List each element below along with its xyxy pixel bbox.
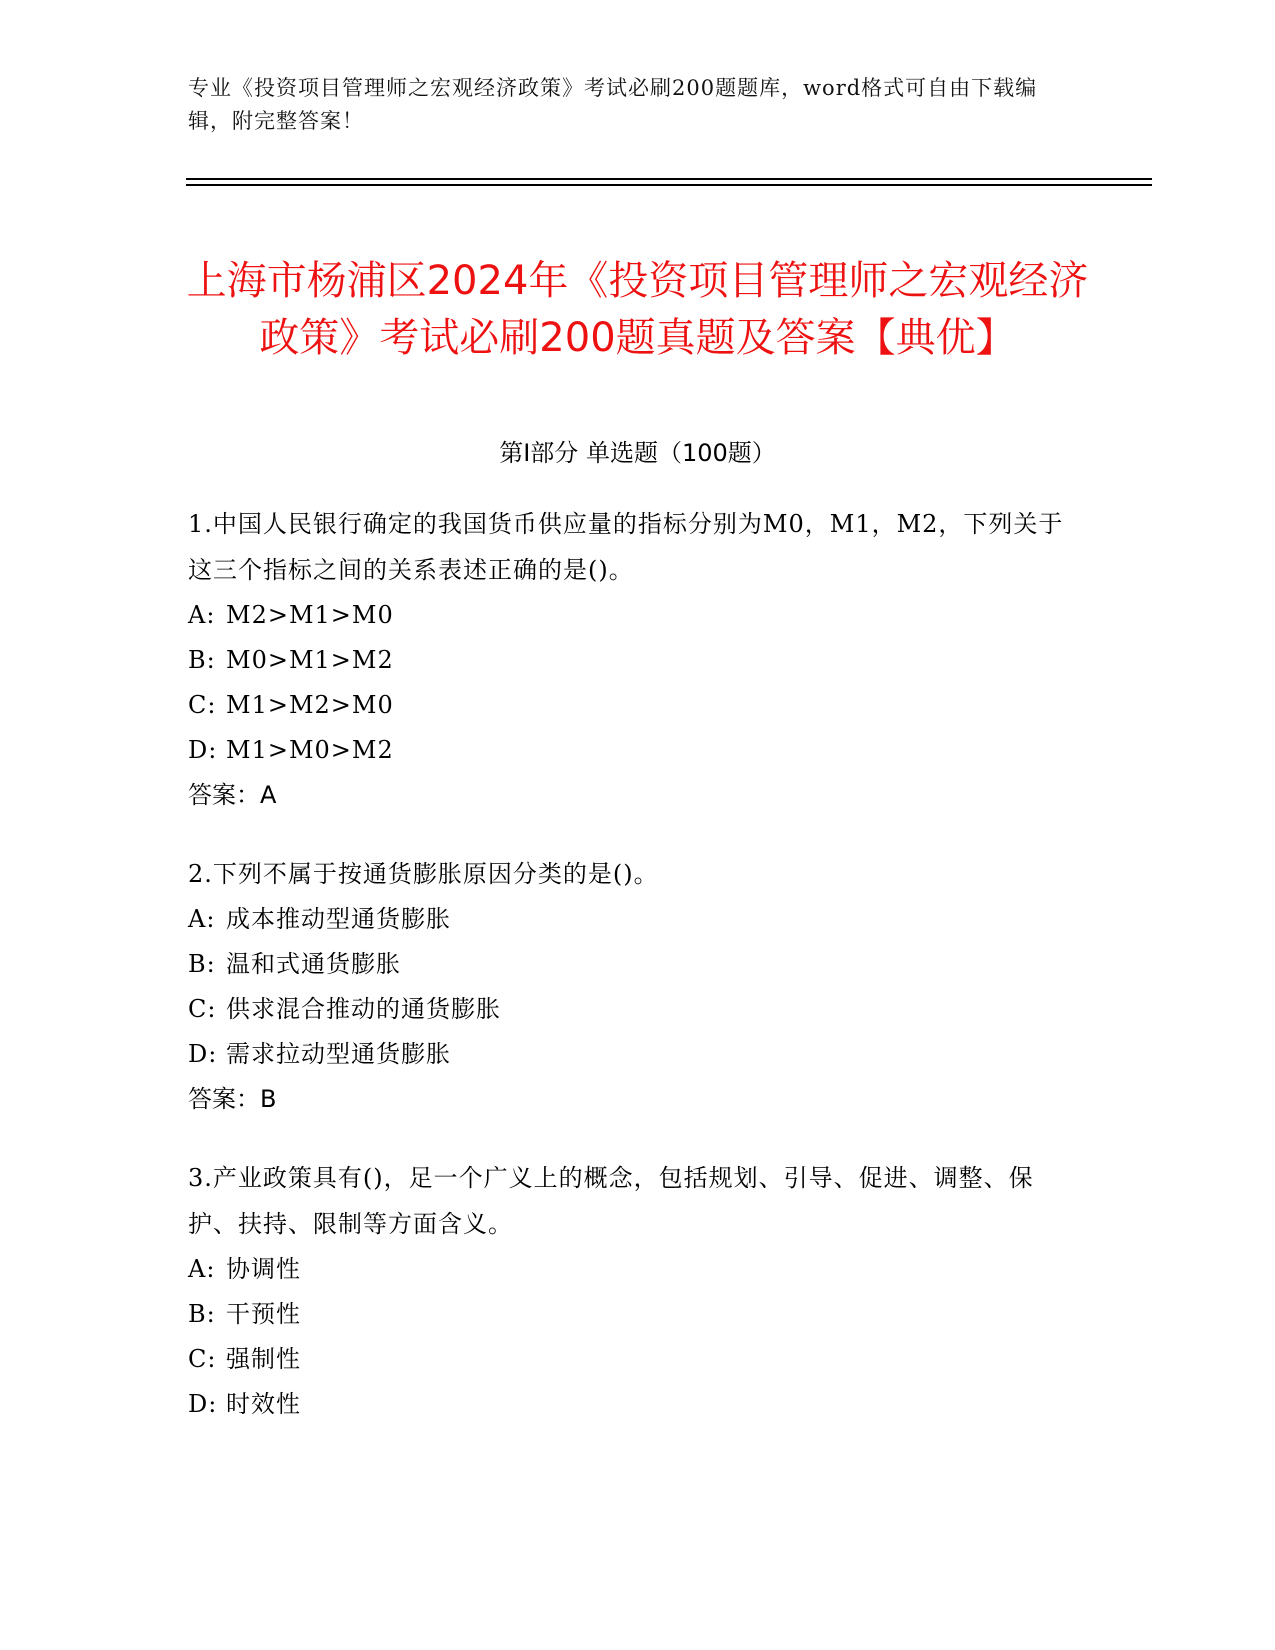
option-text: M1>M2>M0	[226, 691, 394, 719]
option-label: C:	[188, 1345, 217, 1373]
question-text: 1.中国人民银行确定的我国货币供应量的指标分别为M0，M1，M2，下列关于这三个指标之间的关系表述正确的是()。	[188, 510, 1064, 584]
question-text: 2.下列不属于按通货膨胀原因分类的是()。	[188, 860, 659, 888]
option-label: D:	[188, 1040, 218, 1068]
option-label: B:	[188, 646, 216, 674]
option-label: C:	[188, 691, 217, 719]
option-text: M0>M1>M2	[226, 646, 394, 674]
question-text: 3.产业政策具有()，足一个广义上的概念，包括规划、引导、促进、调整、保护、扶持、限制等方面含义。	[188, 1164, 1034, 1238]
question-1	[188, 501, 1068, 818]
option-text: 协调性	[226, 1255, 301, 1283]
option-text: 供求混合推动的通货膨胀	[226, 995, 501, 1023]
option-text: 需求拉动型通货膨胀	[226, 1040, 451, 1068]
option-c	[188, 1337, 1068, 1382]
option-b	[188, 638, 1068, 683]
option-a	[188, 1247, 1068, 1292]
option-label: A:	[188, 905, 216, 933]
header-rule-top	[186, 178, 1152, 180]
option-d	[188, 1382, 1068, 1427]
header-note: 专业《投资项目管理师之宏观经济政策》考试必刷200题题库，word格式可自由下载编辑，附完整答案！	[188, 76, 1038, 133]
header-rule-bottom	[186, 184, 1152, 186]
option-text: M2>M1>M0	[226, 601, 394, 629]
option-label: B:	[188, 1300, 216, 1328]
option-text: M1>M0>M2	[226, 736, 394, 764]
option-b	[188, 1292, 1068, 1337]
document-title: 上海市杨浦区2024年《投资项目管理师之宏观经济政策》考试必刷200题真题及答案【典优】	[186, 257, 1089, 361]
option-label: A:	[188, 601, 216, 629]
option-text: 温和式通货膨胀	[226, 950, 401, 978]
option-text: 时效性	[226, 1390, 301, 1418]
option-label: D:	[188, 736, 218, 764]
option-a	[188, 897, 1068, 942]
option-d	[188, 728, 1068, 773]
option-label: B:	[188, 950, 216, 978]
option-text: 强制性	[226, 1345, 301, 1373]
option-b	[188, 942, 1068, 987]
section-heading: 第I部分 单选题（100题）	[499, 439, 776, 467]
option-d	[188, 1032, 1068, 1077]
option-text: 干预性	[226, 1300, 301, 1328]
option-label: C:	[188, 995, 217, 1023]
option-text: 成本推动型通货膨胀	[226, 905, 451, 933]
option-c	[188, 683, 1068, 728]
answer: 答案：A	[188, 781, 277, 809]
option-label: A:	[188, 1255, 216, 1283]
option-c	[188, 987, 1068, 1032]
question-2	[188, 851, 1068, 1122]
question-3	[188, 1155, 1068, 1427]
answer: 答案：B	[188, 1085, 277, 1113]
option-a	[188, 593, 1068, 638]
option-label: D:	[188, 1390, 218, 1418]
